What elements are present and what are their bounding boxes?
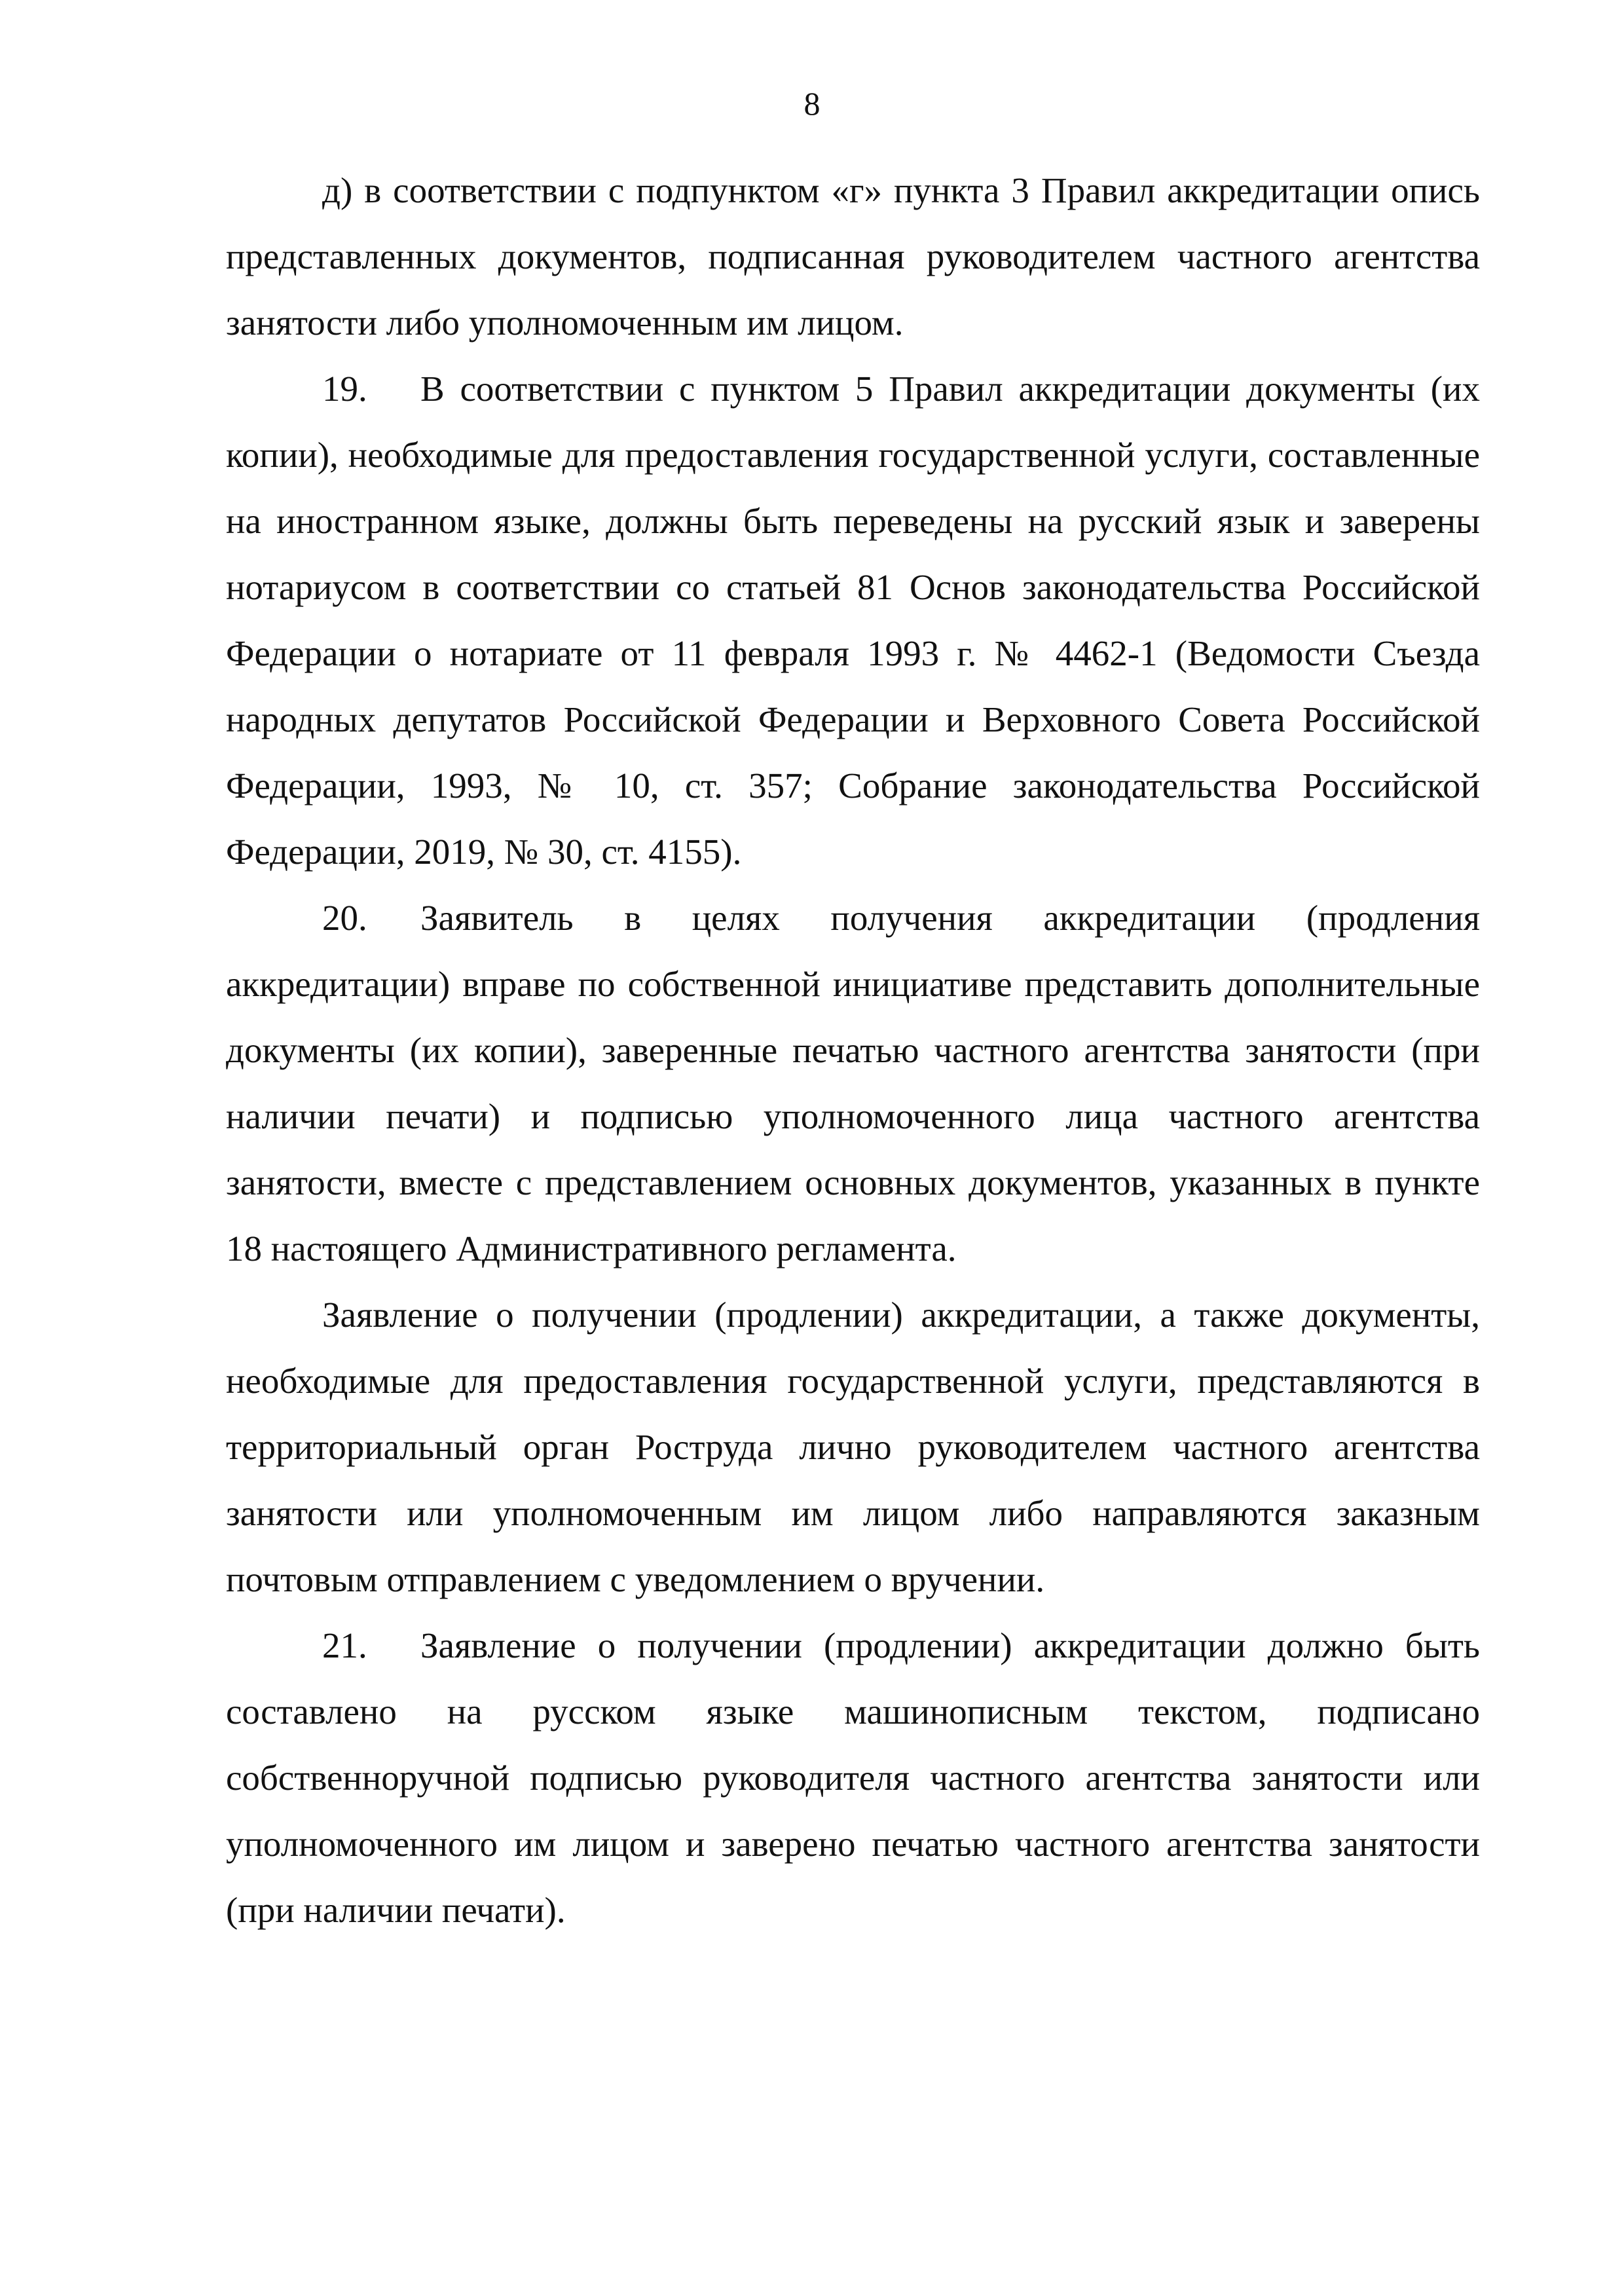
paragraph-text: В соответствии с пунктом 5 Правил аккредитации документы (их копии), необходимые для предоставления государственной услуги, составленные на иностранном языке, должны быть переведены на русский язык и заверены нотариусом в соответствии со статьей 81 Основ законодательства Российской Федерации о нотариате от 11 февраля 1993 г. № 4462-1 (Ведомости Съезда народных депутатов Российской Федерации и Верховного Совета Российской Федерации, 1993, № 10, ст. 357; Собрание законодательства Российской Федерации, 2019, № 30, ст. 4155). <box>226 369 1480 872</box>
paragraph-20 <box>226 885 1480 1282</box>
paragraph-text: Заявитель в целях получения аккредитации (продления аккредитации) вправе по собственной инициативе представить дополнительные документы (их копии), заверенные печатью частного агентства занятости (при наличии печати) и подписью уполномоченного лица частного агентства занятости, вместе с представлением основных документов, указанных в пункте 18 настоящего Административного регламента. <box>226 898 1480 1268</box>
document-body <box>226 157 1480 1943</box>
paragraph-19 <box>226 356 1480 885</box>
page-number: 8 <box>803 85 821 122</box>
paragraph-d <box>226 157 1480 356</box>
paragraph-number: 21. <box>322 1625 367 1665</box>
paragraph-number: 20. <box>322 898 367 938</box>
paragraph-number: 19. <box>322 369 367 409</box>
paragraph-text: Заявление о получении (продлении) аккредитации, а также документы, необходимые для предоставления государственной услуги, представляются в территориальный орган Роструда лично руководителем частного агентства занятости или уполномоченным им лицом либо направляются заказным почтовым отправлением с уведомлением о вручении. <box>226 1295 1480 1599</box>
paragraph-20-continued <box>226 1282 1480 1612</box>
paragraph-text: д) в соответствии с подпунктом «г» пункта 3 Правил аккредитации опись представленных документов, подписанная руководителем частного агентства занятости либо уполномоченным им лицом. <box>226 170 1480 343</box>
paragraph-21 <box>226 1612 1480 1943</box>
paragraph-text: Заявление о получении (продлении) аккредитации должно быть составлено на русском языке машинописным текстом, подписано собственноручной подписью руководителя частного агентства занятости или уполномоченного им лицом и заверено печатью частного агентства занятости (при наличии печати). <box>226 1625 1480 1930</box>
